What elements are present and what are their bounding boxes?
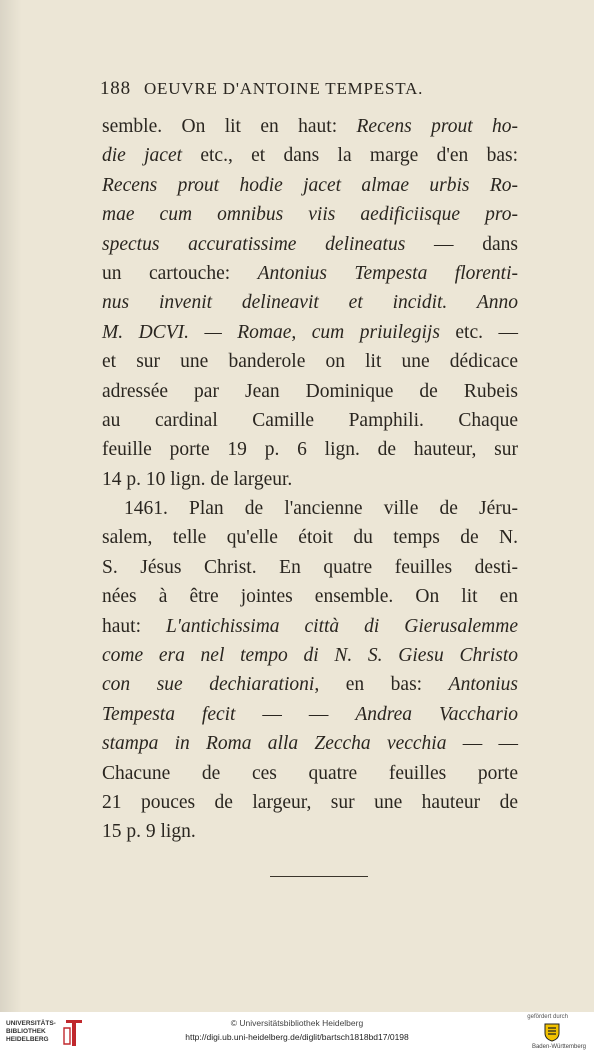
text-line <box>102 670 518 699</box>
roman-text: haut: <box>102 615 166 637</box>
text-line <box>102 200 518 229</box>
roman-text: S. Jésus Christ. En quatre feuilles desti- <box>102 556 518 578</box>
text-line <box>102 377 518 406</box>
text-line <box>102 700 518 729</box>
italic-text: mae cum omnibus viis aedificiisque pro- <box>102 204 518 226</box>
text-line <box>102 435 518 464</box>
running-title: OEUVRE D'ANTOINE TEMPESTA. <box>143 79 424 98</box>
text-line <box>102 612 518 641</box>
roman-text: — dans <box>405 233 518 255</box>
text-line <box>102 347 518 376</box>
text-line <box>102 465 518 494</box>
roman-text: 1461. Plan de l'ancienne ville de Jéru- <box>124 498 518 520</box>
roman-text: un cartouche: <box>102 262 258 284</box>
text-line <box>102 817 518 846</box>
roman-text: 21 pouces de largeur, sur une hauteur de <box>102 791 518 813</box>
roman-text: feuille porte 19 p. 6 lign. de hauteur, sur <box>102 439 518 461</box>
text-line <box>102 406 518 435</box>
text-line <box>102 112 518 141</box>
italic-text: come era nel tempo di N. S. Giesu Christo <box>102 645 518 667</box>
roman-text: au cardinal Camille Pamphili. Chaque <box>102 409 518 431</box>
roman-text: Chacune de ces quatre feuilles porte <box>102 762 518 784</box>
text-line <box>102 788 518 817</box>
roman-text: etc. — <box>439 321 518 343</box>
text-line <box>102 759 518 788</box>
text-line <box>102 641 518 670</box>
italic-text: Recens prout hodie jacet almae urbis Ro- <box>102 174 518 196</box>
running-header <box>100 78 520 100</box>
roman-text: 14 p. 10 lign. de largeur. <box>102 468 293 490</box>
roman-text: salem, telle qu'elle étoit du temps de N. <box>102 527 518 549</box>
coat-of-arms-icon <box>543 1022 561 1042</box>
italic-text: nus invenit delineavit et incidit. Anno <box>102 292 518 314</box>
text-line <box>102 288 518 317</box>
text-line <box>102 141 518 170</box>
body-text <box>102 112 518 847</box>
italic-text: Recens prout ho- <box>356 116 519 137</box>
roman-text: — — <box>446 733 519 755</box>
text-line <box>102 729 518 758</box>
roman-text: 15 p. 9 lign. <box>102 821 196 843</box>
source-url-link[interactable]: http://digi.ub.uni-heidelberg.de/diglit/bartsch1818bd17/0198 <box>185 1032 409 1042</box>
roman-text: , en bas: <box>314 674 449 696</box>
text-line <box>102 494 518 523</box>
italic-text: spectus accuratissime delineatus <box>102 233 406 255</box>
section-rule <box>270 876 368 877</box>
text-line <box>102 318 518 347</box>
roman-text: — — <box>235 703 356 725</box>
roman-text: adressée par Jean Dominique de Rubeis <box>102 380 518 402</box>
italic-text: L'antichissima città di Gierusalemme <box>165 615 518 637</box>
italic-text: Andrea Vacchario <box>355 703 519 725</box>
italic-text: M. DCVI. — Romae, cum priuilegijs <box>102 321 440 343</box>
copyright-text: © Universitätsbibliothek Heidelberg <box>230 1018 364 1028</box>
italic-text: Antonius Tempesta florenti- <box>257 262 518 284</box>
italic-text: Tempesta fecit <box>102 703 236 725</box>
italic-text: stampa in Roma alla Zeccha vecchia <box>102 733 447 755</box>
italic-text: con sue dechiarationi <box>102 674 315 696</box>
funded-by-label: gefördert durch <box>527 1014 568 1020</box>
italic-text: Antonius <box>448 674 518 696</box>
text-line <box>102 582 518 611</box>
digitization-footer <box>0 1012 594 1054</box>
roman-text: nées à être jointes ensemble. On lit en <box>102 586 518 608</box>
roman-text: semble. On lit en haut: <box>102 116 357 137</box>
text-line <box>102 523 518 552</box>
roman-text: etc., et dans la marge d'en bas: <box>182 145 518 167</box>
italic-text: die jacet <box>102 145 183 167</box>
roman-text: et sur une banderole on lit une dédicace <box>102 351 518 373</box>
text-line <box>102 230 518 259</box>
text-line <box>102 259 518 288</box>
text-line <box>102 553 518 582</box>
page-number: 188 <box>100 78 131 99</box>
text-line <box>102 171 518 200</box>
funder-name: Baden-Württemberg <box>531 1044 586 1050</box>
library-logo-text: UNIVERSITÄTS- BIBLIOTHEK HEIDELBERG <box>6 1020 56 1043</box>
